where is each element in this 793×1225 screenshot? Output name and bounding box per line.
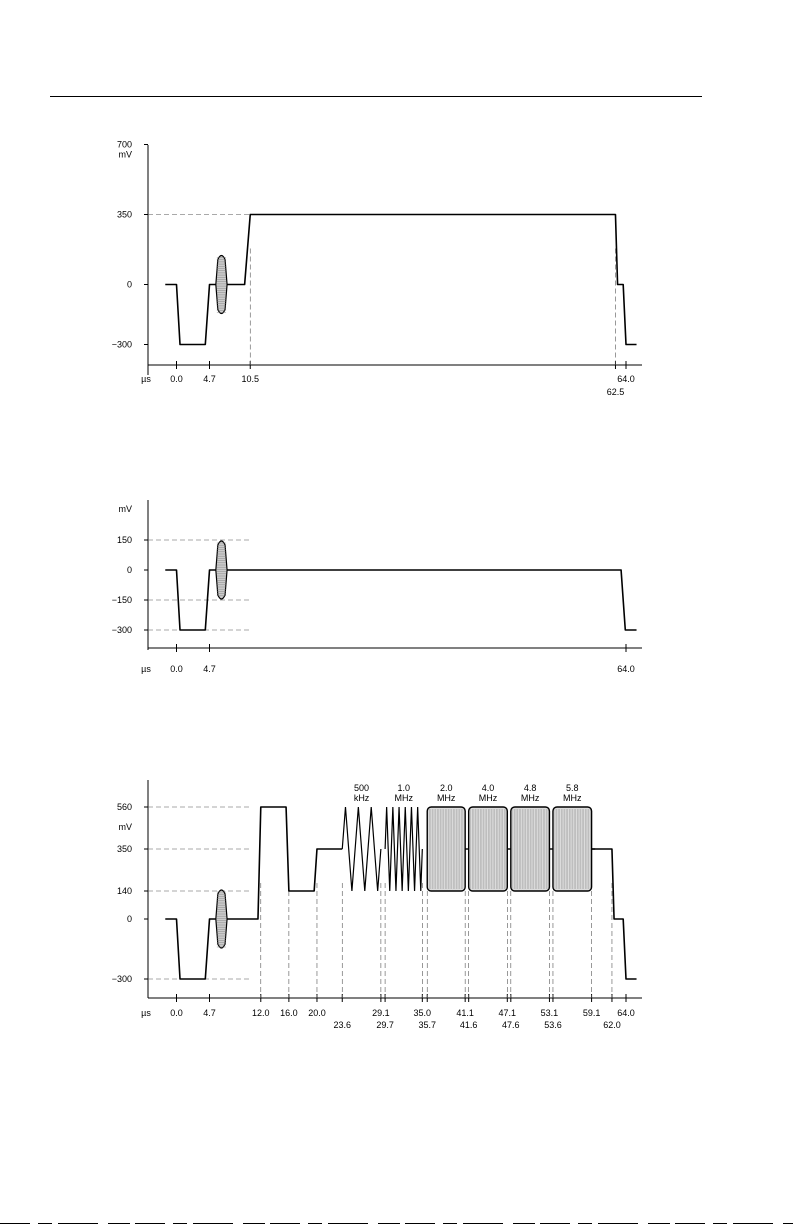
- y-tick-label: 0: [126, 914, 132, 924]
- x-tick-label: 64.0: [617, 374, 635, 384]
- x-tick-label: 53.1: [540, 1008, 559, 1018]
- x-tick-label: 62.5: [606, 387, 625, 397]
- frequency-sweep-1: [385, 807, 422, 891]
- frequency-sweep-0: [342, 807, 381, 891]
- x-tick-label: 41.1: [456, 1008, 474, 1018]
- y-tick-label: 150: [116, 535, 132, 545]
- y-tick-label: 350: [116, 209, 132, 220]
- waveform-series: [165, 215, 636, 345]
- frequency-label: 1.0: [397, 783, 410, 793]
- frequency-packet-3: [553, 807, 592, 891]
- multiburst-waveform-chart: [0, 770, 793, 1070]
- frequency-unit-label: MHz: [478, 793, 498, 803]
- y-unit-label: mV: [118, 822, 132, 832]
- x-tick-label: 16.0: [280, 1008, 298, 1018]
- y-tick-label: −150: [111, 595, 132, 605]
- line-waveform-chart: [0, 130, 793, 420]
- frequency-unit-label: MHz: [520, 793, 540, 803]
- x-tick-label: 64.0: [617, 664, 635, 674]
- y-tick-label: 0: [126, 279, 132, 290]
- frequency-packet-1: [469, 807, 508, 891]
- y-tick-label: 350: [116, 844, 132, 854]
- waveform-series: [165, 807, 342, 979]
- page-header-rule: [50, 96, 702, 97]
- x-tick-label: 29.7: [376, 1020, 394, 1030]
- x-tick-label: 35.7: [418, 1020, 437, 1030]
- x-tick-label: 23.6: [333, 1020, 352, 1030]
- x-tick-label: 64.0: [617, 1008, 635, 1018]
- x-tick-label: 47.6: [502, 1020, 520, 1030]
- x-tick-label: 62.0: [603, 1020, 621, 1030]
- frequency-unit-label: MHz: [394, 793, 413, 803]
- y-tick-label: 0: [126, 565, 132, 575]
- x-tick-label: 4.7: [203, 1008, 216, 1018]
- x-tick-label: 4.7: [203, 664, 216, 674]
- frequency-unit-label: kHz: [353, 793, 370, 803]
- waveform-series-tail: [592, 849, 637, 979]
- frequency-label: 4.8: [523, 783, 537, 793]
- waveform-series: [165, 570, 636, 630]
- frequency-label: 500: [354, 783, 370, 793]
- x-tick-label: 53.6: [544, 1020, 562, 1030]
- y-tick-label: 700: [116, 139, 132, 150]
- frequency-label: 5.8: [566, 783, 579, 793]
- x-tick-label: 41.6: [459, 1020, 478, 1030]
- y-unit-label: mV: [118, 504, 132, 514]
- x-tick-label: 10.5: [241, 374, 260, 384]
- y-tick-label: 140: [116, 886, 132, 896]
- y-tick-label: −300: [111, 339, 132, 350]
- y-tick-label: −300: [111, 625, 132, 635]
- x-tick-label: 0.0: [170, 1008, 183, 1018]
- x-tick-label: 0.0: [170, 374, 183, 384]
- frequency-packet-2: [511, 807, 550, 891]
- x-tick-label: 12.0: [252, 1008, 270, 1018]
- x-unit-label: µs: [141, 374, 151, 384]
- frequency-unit-label: MHz: [436, 793, 456, 803]
- x-tick-label: 47.1: [498, 1008, 517, 1018]
- x-unit-label: µs: [141, 1008, 151, 1018]
- frequency-label: 4.0: [481, 783, 495, 793]
- frequency-label: 2.0: [439, 783, 453, 793]
- x-tick-label: 0.0: [170, 664, 183, 674]
- x-tick-label: 20.0: [308, 1008, 326, 1018]
- y-tick-label: 560: [116, 802, 132, 812]
- y-tick-label: −300: [111, 974, 132, 984]
- y-unit-label: mV: [118, 149, 132, 160]
- frequency-unit-label: MHz: [563, 793, 582, 803]
- x-tick-label: 29.1: [372, 1008, 390, 1018]
- line-waveform-chart-2: [0, 490, 793, 700]
- x-tick-label: 4.7: [203, 374, 216, 384]
- x-tick-label: 35.0: [413, 1008, 432, 1018]
- x-tick-label: 59.1: [582, 1008, 601, 1018]
- x-unit-label: µs: [141, 664, 151, 674]
